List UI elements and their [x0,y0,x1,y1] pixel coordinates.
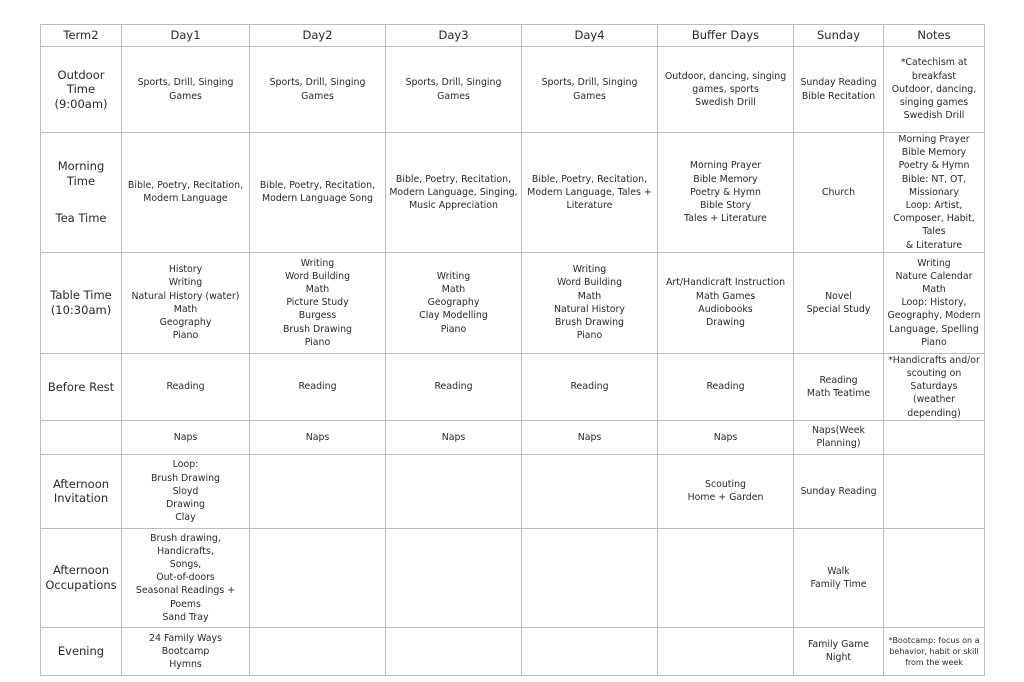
cell-buffer-days [658,528,794,627]
cell-day1: 24 Family Ways Bootcamp Hymns [122,627,250,675]
row-label-stack [44,159,118,225]
cell-buffer-days: Morning Prayer Bible Memory Poetry & Hymn Bible Story Tales + Literature [658,133,794,253]
cell-day2 [250,627,386,675]
cell-notes [884,420,985,454]
header-day4: Day4 [522,25,658,47]
row-label: Afternoon Invitation [41,454,122,528]
cell-day2: Naps [250,420,386,454]
cell-day2 [250,454,386,528]
row-morning-time [41,133,985,253]
schedule-document [40,24,984,676]
cell-day3 [386,454,522,528]
cell-notes: *Catechism at breakfast Outdoor, dancing, singing games Swedish Drill [884,47,985,133]
cell-day3: Sports, Drill, Singing Games [386,47,522,133]
cell-day4: Reading [522,353,658,420]
cell-day1: Bible, Poetry, Recitation, Modern Language [122,133,250,253]
cell-day4: Sports, Drill, Singing Games [522,47,658,133]
cell-day2: Reading [250,353,386,420]
cell-buffer-days: Naps [658,420,794,454]
row-label [41,133,122,253]
cell-notes: Writing Nature Calendar Math Loop: History, Geography, Modern Language, Spelling Piano [884,252,985,353]
cell-day1: Reading [122,353,250,420]
cell-sunday: Naps(Week Planning) [794,420,884,454]
header-sunday: Sunday [794,25,884,47]
row-label [41,420,122,454]
header-day3: Day3 [386,25,522,47]
header-day2: Day2 [250,25,386,47]
row-label-tea-time: Tea Time [55,210,107,225]
cell-day2: Writing Word Building Math Picture Study Burgess Brush Drawing Piano [250,252,386,353]
header-day1: Day1 [122,25,250,47]
header-notes: Notes [884,25,985,47]
cell-buffer-days: Outdoor, dancing, singing games, sports Swedish Drill [658,47,794,133]
row-label-morning-time: Morning Time [57,159,105,188]
row-evening [41,627,985,675]
cell-day4 [522,528,658,627]
cell-sunday: Sunday Reading Bible Recitation [794,47,884,133]
cell-sunday: Sunday Reading [794,454,884,528]
cell-notes [884,454,985,528]
cell-buffer-days: Art/Handicraft Instruction Math Games Audiobooks Drawing [658,252,794,353]
row-label: Table Time (10:30am) [41,252,122,353]
cell-day3: Writing Math Geography Clay Modelling Piano [386,252,522,353]
cell-day2 [250,528,386,627]
cell-day2: Sports, Drill, Singing Games [250,47,386,133]
row-outdoor-time [41,47,985,133]
cell-day3 [386,627,522,675]
row-label: Outdoor Time (9:00am) [41,47,122,133]
cell-day1: Naps [122,420,250,454]
cell-day3 [386,528,522,627]
row-label: Before Rest [41,353,122,420]
cell-sunday: Church [794,133,884,253]
cell-notes: *Bootcamp: focus on a behavior, habit or skill from the week [884,627,985,675]
cell-sunday: Family Game Night [794,627,884,675]
cell-notes: *Handicrafts and/or scouting on Saturdays (weather depending) [884,353,985,420]
cell-day3: Bible, Poetry, Recitation, Modern Language, Singing, Music Appreciation [386,133,522,253]
cell-buffer-days: Scouting Home + Garden [658,454,794,528]
row-before-rest [41,353,985,420]
cell-day1: Sports, Drill, Singing Games [122,47,250,133]
row-label: Afternoon Occupations [41,528,122,627]
header-buffer-days: Buffer Days [658,25,794,47]
row-table-time [41,252,985,353]
row-label: Evening [41,627,122,675]
cell-day2: Bible, Poetry, Recitation, Modern Language Song [250,133,386,253]
row-afternoon-invitation [41,454,985,528]
cell-buffer-days [658,627,794,675]
cell-day1: History Writing Natural History (water) Math Geography Piano [122,252,250,353]
cell-day4: Bible, Poetry, Recitation, Modern Language, Tales + Literature [522,133,658,253]
schedule-table [40,24,985,676]
cell-sunday: Walk Family Time [794,528,884,627]
header-row [41,25,985,47]
cell-notes: Morning Prayer Bible Memory Poetry & Hymn Bible: NT, OT, Missionary Loop: Artist, Composer, Habit, Tales & Literature [884,133,985,253]
cell-buffer-days: Reading [658,353,794,420]
cell-day4: Naps [522,420,658,454]
cell-sunday: Reading Math Teatime [794,353,884,420]
cell-day4 [522,454,658,528]
cell-notes [884,528,985,627]
cell-sunday: Novel Special Study [794,252,884,353]
row-afternoon-occupations [41,528,985,627]
cell-day3: Reading [386,353,522,420]
cell-day4 [522,627,658,675]
cell-day4: Writing Word Building Math Natural History Brush Drawing Piano [522,252,658,353]
cell-day1: Brush drawing, Handicrafts, Songs, Out-of-doors Seasonal Readings + Poems Sand Tray [122,528,250,627]
header-term: Term2 [41,25,122,47]
cell-day1: Loop: Brush Drawing Sloyd Drawing Clay [122,454,250,528]
row-naps [41,420,985,454]
cell-day3: Naps [386,420,522,454]
